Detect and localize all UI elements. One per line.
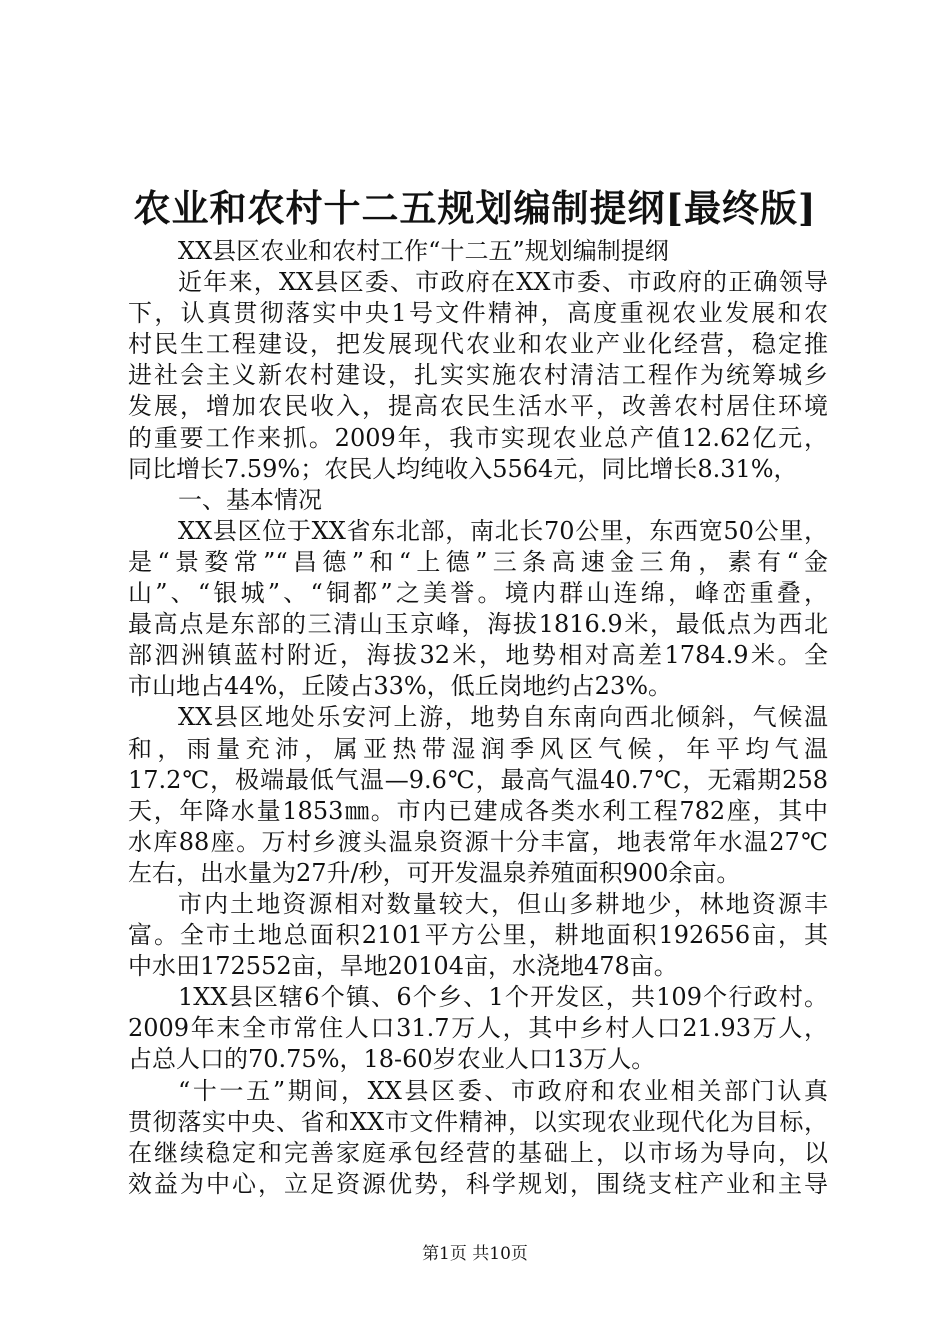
text-line: XX县区农业和农村工作“十二五”规划编制提纲	[178, 237, 669, 265]
text-line: XX县区位于XX省东北部，南北长70公里，东西宽50公里，	[178, 516, 828, 545]
text-line: 部泗洲镇蓝村附近，海拔32米，地势相对高差1784.9米。全	[128, 641, 828, 670]
text-line: 的重要工作来抓。2009年，我市实现农业总产值12.62亿元，	[128, 423, 828, 452]
text-line: 天，年降水量1853㎜。市内已建成各类水利工程782座，其中	[128, 796, 828, 825]
text-line: 占总人口的70.75%，18-60岁农业人口13万人。	[128, 1045, 656, 1074]
text-line: 在继续稳定和完善家庭承包经营的基础上，以市场为导向，以	[128, 1138, 828, 1167]
text-line: 进社会主义新农村建设，扎实实施农村清洁工程作为统筹城乡	[128, 361, 828, 390]
text-line: 一、基本情况	[178, 485, 322, 514]
text-line: 2009年末全市常住人口31.7万人，其中乡村人口21.93万人，	[128, 1014, 828, 1043]
text-line: 效益为中心，立足资源优势，科学规划，围绕支柱产业和主导	[128, 1169, 828, 1198]
text-line: 最高点是东部的三清山玉京峰，海拔1816.9米，最低点为西北	[128, 610, 828, 639]
text-line: 是“景婺常”“昌德”和“上德”三条高速金三角，素有“金	[128, 547, 828, 576]
document-body	[128, 236, 828, 1200]
text-line: 左右，出水量为27升/秒，可开发温泉养殖面积900余亩。	[128, 858, 741, 887]
text-line: 中水田172552亩，旱地20104亩，水浇地478亩。	[128, 952, 678, 981]
text-line: “十一五”期间，XX县区委、市政府和农业相关部门认真	[178, 1076, 828, 1105]
text-line: XX县区地处乐安河上游，地势自东南向西北倾斜，气候温	[178, 703, 828, 732]
text-line: 近年来，XX县区委、市政府在XX市委、市政府的正确领导	[178, 268, 828, 297]
text-line: 和，雨量充沛，属亚热带湿润季风区气候，年平均气温	[128, 734, 828, 763]
text-line: 下，认真贯彻落实中央1号文件精神，高度重视农业发展和农	[128, 299, 828, 328]
text-line: 17.2℃，极端最低气温—9.6℃，最高气温40.7℃，无霜期258	[128, 765, 828, 794]
text-line: 市内土地资源相对数量较大，但山多耕地少，林地资源丰	[178, 889, 828, 918]
text-line: 同比增长7.59%；农民人均纯收入5564元，同比增长8.31%，	[128, 454, 798, 483]
text-line: 水库88座。万村乡渡头温泉资源十分丰富，地表常年水温27℃	[128, 827, 828, 856]
text-line: 富。全市土地总面积2101平方公里，耕地面积192656亩，其	[128, 921, 828, 950]
text-line: 市山地占44%，丘陵占33%，低丘岗地约占23%。	[128, 672, 673, 701]
text-line: 山”、“银城”、“铜都”之美誉。境内群山连绵，峰峦重叠，	[128, 579, 828, 608]
text-line: 贯彻落实中央、省和XX市文件精神，以实现农业现代化为目标，	[128, 1107, 828, 1136]
document-title: 农业和农村十二五规划编制提纲[最终版]	[133, 186, 817, 230]
page-footer: 第1页 共10页	[422, 1244, 528, 1264]
text-line: 村民生工程建设，把发展现代农业和农业产业化经营，稳定推	[128, 330, 828, 359]
text-line: 发展，增加农民收入，提高农民生活水平，改善农村居住环境	[128, 392, 828, 421]
text-line: 1XX县区辖6个镇、6个乡、1个开发区，共109个行政村。	[178, 983, 828, 1012]
